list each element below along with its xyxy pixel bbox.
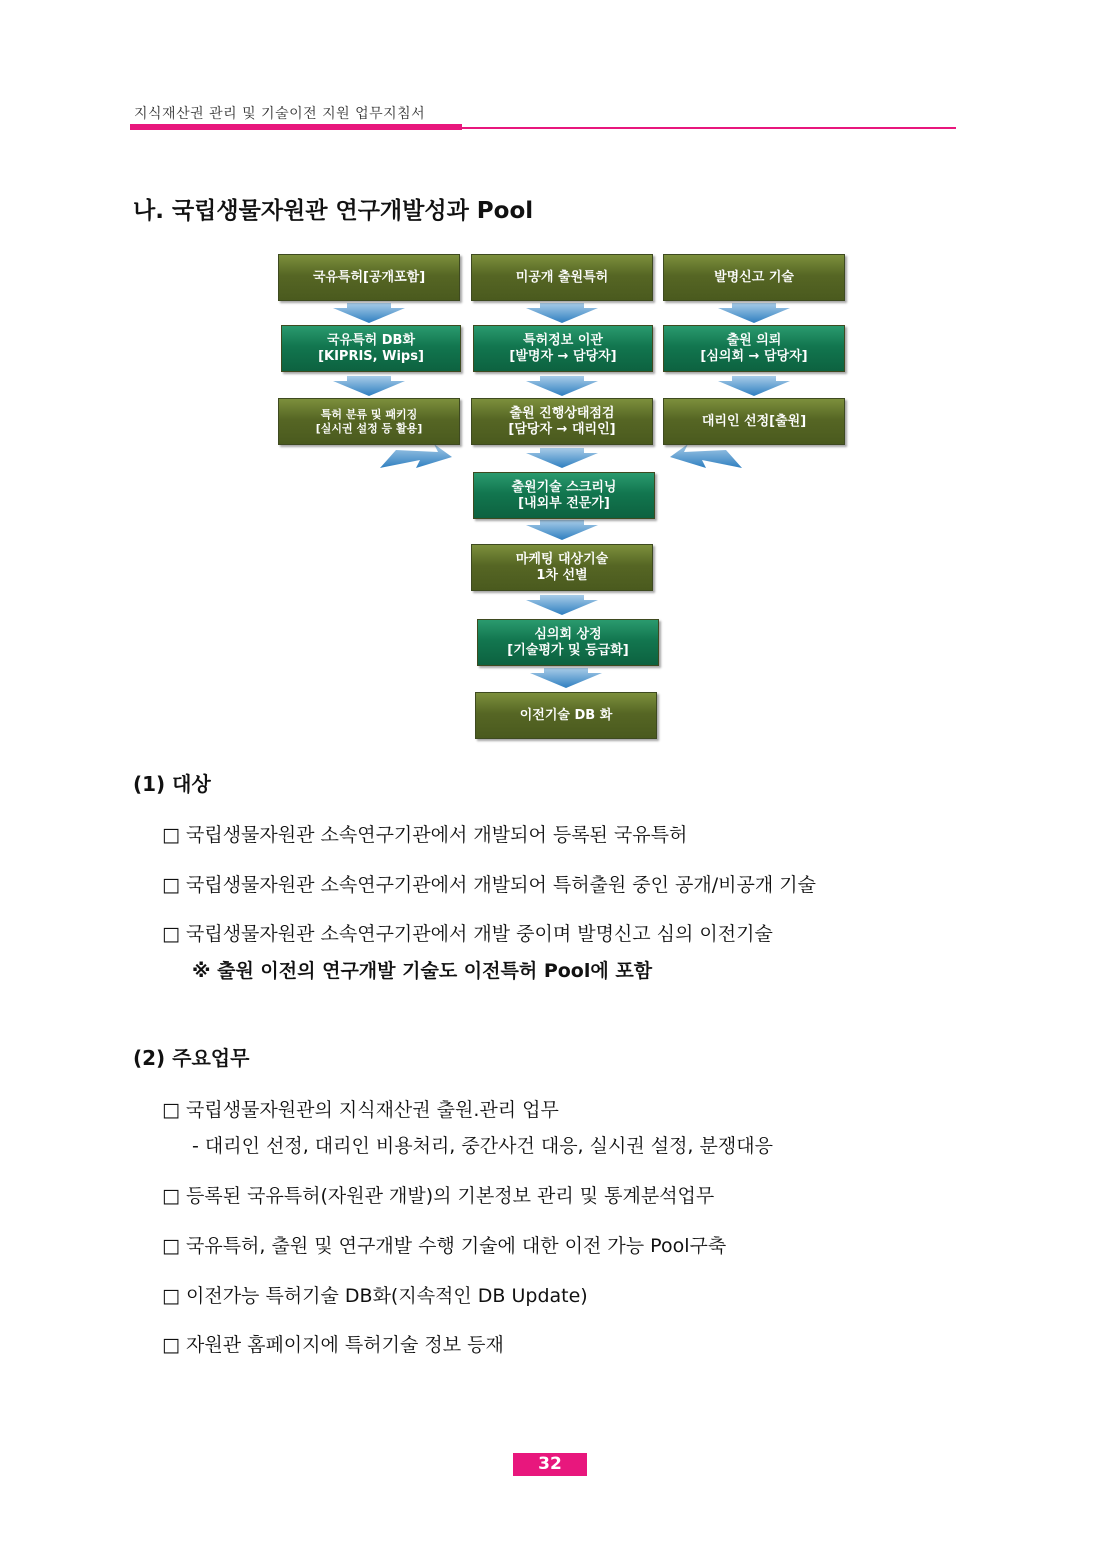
pool-flow-diagram bbox=[276, 252, 846, 744]
target-note: ※ 출원 이전의 연구개발 기술도 이전특허 Pool에 포함 bbox=[192, 960, 653, 982]
duty-item: □ 국유특허, 출원 및 연구개발 수행 기술에 대한 이전 가능 Pool구축 bbox=[162, 1235, 727, 1257]
arrow-down-icon bbox=[718, 376, 790, 396]
flow-box-committee: 심의회 상정 [기술평가 및 등급화] bbox=[477, 619, 659, 666]
target-item: □ 국립생물자원관 소속연구기관에서 개발되어 특허출원 중인 공개/비공개 기술 bbox=[162, 874, 816, 896]
duty-item: □ 자원관 홈페이지에 특허기술 정보 등재 bbox=[162, 1334, 504, 1356]
flow-box-invention-report: 발명신고 기술 bbox=[663, 254, 845, 301]
arrow-diagonal-left-icon bbox=[670, 444, 742, 468]
flow-box-unpublished-patent: 미공개 출원특허 bbox=[471, 254, 653, 301]
arrow-down-icon bbox=[526, 595, 598, 615]
flow-box-transfer-db: 이전기술 DB 화 bbox=[475, 692, 657, 739]
arrow-diagonal-right-icon bbox=[380, 444, 452, 468]
target-item: □ 국립생물자원관 소속연구기관에서 개발 중이며 발명신고 심의 이전기술 bbox=[162, 923, 773, 945]
duties-heading: (2) 주요업무 bbox=[133, 1046, 250, 1070]
arrow-down-icon bbox=[333, 376, 405, 396]
flow-box-agent-selection: 대리인 선정[출원] bbox=[663, 398, 845, 445]
section-title: 나. 국립생물자원관 연구개발성과 Pool bbox=[133, 198, 534, 224]
duty-subitem: - 대리인 선정, 대리인 비용처리, 중간사건 대응, 실시권 설정, 분쟁대응 bbox=[192, 1135, 773, 1157]
flow-box-status-check: 출원 진행상태점검 [담당자 → 대리인] bbox=[471, 398, 653, 445]
duty-item: □ 이전가능 특허기술 DB화(지속적인 DB Update) bbox=[162, 1285, 588, 1307]
arrow-down-icon bbox=[718, 303, 790, 323]
arrow-down-icon bbox=[333, 303, 405, 323]
flow-box-patent-db: 국유특허 DB화 [KIPRIS, Wips] bbox=[281, 325, 461, 372]
arrow-down-icon bbox=[526, 520, 598, 540]
arrow-down-icon bbox=[530, 668, 602, 688]
flow-box-patent-transfer: 특허정보 이관 [발명자 → 담당자] bbox=[473, 325, 653, 372]
targets-heading: (1) 대상 bbox=[133, 772, 211, 796]
header-title: 지식재산권 관리 및 기술이전 지원 업무지침서 bbox=[134, 106, 426, 122]
flow-box-national-patent: 국유특허[공개포함] bbox=[278, 254, 460, 301]
arrow-down-icon bbox=[526, 376, 598, 396]
duty-item: □ 국립생물자원관의 지식재산권 출원.관리 업무 bbox=[162, 1099, 559, 1121]
flow-box-marketing: 마케팅 대상기술 1차 선별 bbox=[471, 544, 653, 591]
duty-item: □ 등록된 국유특허(자원관 개발)의 기본정보 관리 및 통계분석업무 bbox=[162, 1185, 715, 1207]
flow-box-application-request: 출원 의뢰 [심의회 → 담당자] bbox=[663, 325, 845, 372]
arrow-down-icon bbox=[526, 448, 598, 468]
arrow-down-icon bbox=[526, 303, 598, 323]
flow-box-screening: 출원기술 스크리닝 [내외부 전문가] bbox=[473, 472, 655, 519]
header-accent-bar bbox=[130, 124, 462, 130]
page-number: 32 bbox=[513, 1453, 587, 1476]
flow-box-classification: 특허 분류 및 패키징 [실시권 설정 등 활용] bbox=[278, 398, 460, 445]
target-item: □ 국립생물자원관 소속연구기관에서 개발되어 등록된 국유특허 bbox=[162, 824, 688, 846]
